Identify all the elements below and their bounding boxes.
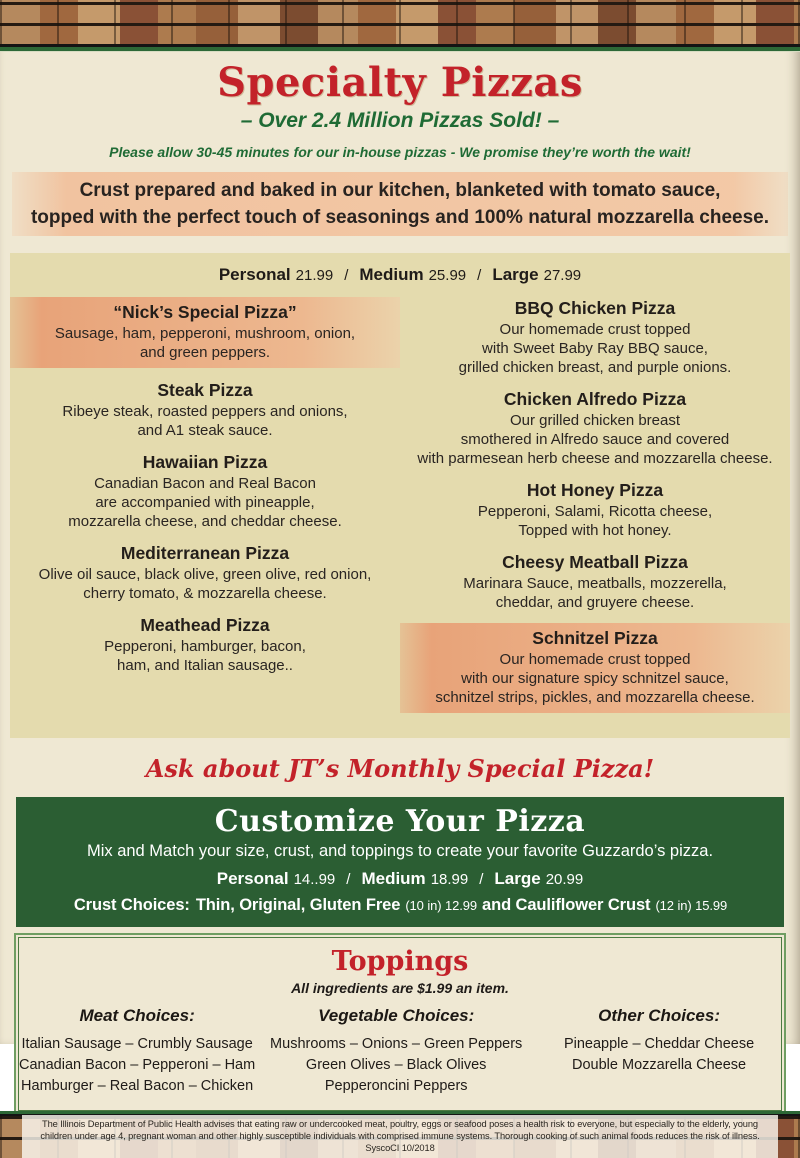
pizza-description-line: with our signature spicy schnitzel sauce, — [461, 670, 729, 687]
specialty-column-left — [10, 297, 400, 724]
pizza-item-bbq-chicken — [400, 297, 790, 377]
menu-body — [0, 52, 800, 1111]
crust-choices-line — [24, 893, 776, 918]
price-value: 18.99 — [430, 871, 469, 888]
pizza-name: Steak Pizza — [157, 380, 253, 400]
pizza-name: Meathead Pizza — [140, 615, 270, 635]
price-size: Personal — [218, 265, 291, 284]
brick-wall-bottom — [0, 1116, 800, 1158]
toppings-column-header: Other Choices: — [598, 1006, 720, 1025]
top-divider — [0, 44, 800, 52]
pizza-description-line: and A1 steak sauce. — [137, 422, 273, 439]
customize-title: Customize Your Pizza — [214, 804, 586, 839]
crust-banner-line: Crust prepared and baked in our kitchen, blanketed with tomato sauce, — [79, 180, 721, 201]
price-value: 21.99 — [295, 267, 334, 284]
specialty-price-row — [10, 263, 790, 288]
customize-banner — [16, 797, 784, 927]
pizza-name: “Nick’s Special Pizza” — [113, 302, 297, 322]
price-value: 20.99 — [545, 871, 584, 888]
prep-note: Please allow 30-45 minutes for our in-house pizzas - We promise they’re worth the wait! — [109, 144, 691, 160]
pizza-description-line: with parmesean herb cheese and mozzarella cheese. — [417, 450, 773, 467]
toppings-note: All ingredients are $1.99 an item. — [291, 980, 509, 996]
pizza-description-line: cheddar, and gruyere cheese. — [495, 594, 695, 611]
topping-line: Double Mozzarella Cheese — [572, 1057, 747, 1073]
price-value: 14..99 — [293, 871, 336, 888]
brick-wall-top — [0, 0, 800, 44]
crust-option: Thin, Original, Gluten Free — [195, 896, 401, 914]
tagline: – Over 2.4 Million Pizzas Sold! – — [240, 109, 560, 132]
pizza-description-line: Pepperoni, hamburger, bacon, — [104, 638, 306, 655]
topping-line: Mushrooms – Onions – Green Peppers — [270, 1036, 523, 1052]
toppings-column-other — [537, 1005, 781, 1097]
price-size: Medium — [359, 265, 424, 284]
pizza-description-line: with Sweet Baby Ray BBQ sauce, — [482, 340, 708, 357]
pizza-description-line: Our grilled chicken breast — [509, 412, 681, 429]
topping-line: Pepperoncini Peppers — [324, 1078, 468, 1094]
specialty-menu — [10, 253, 790, 738]
topping-line: Italian Sausage – Crumbly Sausage — [21, 1036, 253, 1052]
pizza-name: Schnitzel Pizza — [532, 628, 658, 648]
specialty-columns — [10, 297, 790, 724]
crust-choices-label: Crust Choices: — [73, 896, 190, 914]
price-separator: / — [477, 267, 482, 284]
price-size: Medium — [361, 869, 426, 888]
pizza-name: BBQ Chicken Pizza — [514, 298, 676, 318]
price-separator: / — [344, 267, 349, 284]
specialty-column-right — [400, 297, 790, 724]
pizza-description-line: Olive oil sauce, black olive, green olive, red onion, — [38, 566, 372, 583]
pizza-item-meathead — [10, 614, 400, 675]
pizza-item-mediterranean — [10, 542, 400, 603]
pizza-description-line: Topped with hot honey. — [518, 522, 672, 539]
crust-banner-line: topped with the perfect touch of seasonings and 100% natural mozzarella cheese. — [30, 207, 769, 228]
pizza-description-line: ham, and Italian sausage.. — [117, 657, 293, 674]
pizza-item-chicken-alfredo — [400, 388, 790, 468]
price-size: Large — [492, 265, 539, 284]
pizza-description-line: cherry tomato, & mozzarella cheese. — [83, 585, 327, 602]
pizza-item-hawaiian — [10, 451, 400, 531]
crust-option-detail: (10 in) 12.99 — [405, 898, 478, 913]
crust-option: and Cauliflower Crust — [482, 896, 651, 914]
pizza-item-cheesy-meatball — [400, 551, 790, 612]
pizza-description-line: Our homemade crust topped — [499, 321, 691, 338]
customize-price-row — [24, 867, 776, 892]
toppings-column-meat — [19, 1005, 255, 1097]
price-separator: / — [479, 871, 484, 888]
pizza-description-line: are accompanied with pineapple, — [95, 494, 315, 511]
pizza-name: Hot Honey Pizza — [526, 480, 664, 500]
price-size: Personal — [216, 869, 289, 888]
pizza-description-line: mozzarella cheese, and cheddar cheese. — [68, 513, 342, 530]
price-separator: / — [346, 871, 351, 888]
pizza-item-nicks-special — [10, 297, 400, 368]
customize-subtitle: Mix and Match your size, crust, and toppings to create your favorite Guzzardo’s pizza. — [86, 842, 714, 860]
toppings-columns — [19, 1005, 781, 1097]
pizza-item-steak — [10, 379, 400, 440]
monthly-special-note: Ask about JT’s Monthly Special Pizza! — [145, 754, 655, 783]
toppings-column-header: Meat Choices: — [79, 1006, 195, 1025]
pizza-description-line: Canadian Bacon and Real Bacon — [94, 475, 316, 492]
toppings-box — [18, 937, 782, 1111]
toppings-title: Toppings — [331, 946, 469, 977]
crust-option-detail: (12 in) 15.99 — [655, 898, 728, 913]
pizza-description-line: Pepperoni, Salami, Ricotta cheese, — [477, 503, 713, 520]
topping-line: Green Olives – Black Olives — [305, 1057, 487, 1073]
topping-line: Canadian Bacon – Pepperoni – Ham — [19, 1057, 256, 1073]
pizza-description-line: Our homemade crust topped — [499, 651, 691, 668]
crust-banner — [12, 172, 788, 236]
topping-line: Hamburger – Real Bacon – Chicken — [21, 1078, 254, 1094]
health-disclaimer: The Illinois Department of Public Health advises that eating raw or undercooked meat, poultry, eggs or seafood poses a health risk to everyone, but especially to the elderly, young children under age 4, pregnant woman and other highly susceptible individuals with comprised immune systems. Thorough cooking of such animal foods reduces the risk of illness. SyscoCI 10/2018 — [22, 1115, 778, 1158]
pizza-description-line: and green peppers. — [139, 344, 271, 361]
pizza-description-line: Sausage, ham, pepperoni, mushroom, onion, — [54, 325, 356, 342]
topping-line: Pineapple – Cheddar Cheese — [563, 1036, 755, 1052]
page-title: Specialty Pizzas — [217, 59, 583, 106]
pizza-description-line: Ribeye steak, roasted peppers and onions, — [62, 403, 348, 420]
toppings-column-vegetable — [255, 1005, 537, 1097]
toppings-column-header: Vegetable Choices: — [318, 1006, 475, 1025]
price-value: 25.99 — [428, 267, 467, 284]
pizza-name: Chicken Alfredo Pizza — [503, 389, 687, 409]
pizza-description-line: schnitzel strips, pickles, and mozzarella cheese. — [435, 689, 755, 706]
pizza-name: Cheesy Meatball Pizza — [502, 552, 688, 572]
price-value: 27.99 — [543, 267, 582, 284]
price-size: Large — [494, 869, 541, 888]
pizza-item-schnitzel — [400, 623, 790, 713]
pizza-name: Hawaiian Pizza — [142, 452, 268, 472]
pizza-name: Mediterranean Pizza — [120, 543, 290, 563]
pizza-description-line: grilled chicken breast, and purple onions. — [458, 359, 732, 376]
pizza-description-line: Marinara Sauce, meatballs, mozzerella, — [463, 575, 727, 592]
pizza-item-hot-honey — [400, 479, 790, 540]
pizza-description-line: smothered in Alfredo sauce and covered — [460, 431, 730, 448]
